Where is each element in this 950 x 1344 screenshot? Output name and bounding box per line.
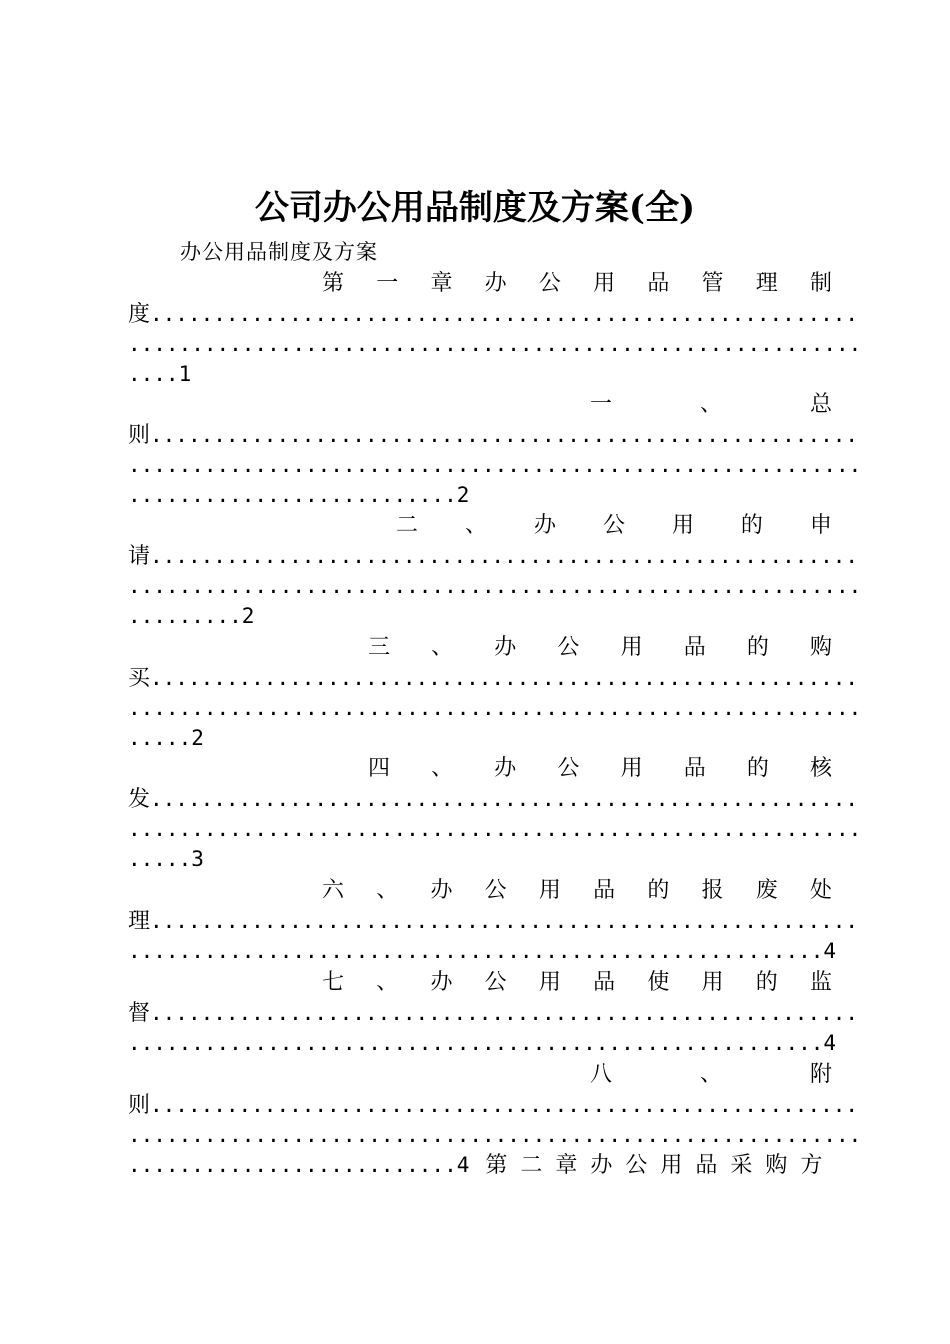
toc-heading-char: 申: [809, 513, 832, 538]
toc-heading-line: [396, 511, 832, 541]
toc-heading-char: 的: [755, 970, 778, 995]
toc-heading-char: 核: [809, 756, 832, 781]
toc-heading-char: 一: [376, 271, 399, 296]
toc-tail-char: 买: [128, 666, 151, 691]
toc-heading-char: 办: [494, 756, 517, 781]
toc-leader-line: ..........................................................: [128, 817, 862, 841]
toc-tail-char: 度: [128, 302, 151, 327]
toc-heading-char: 办: [494, 635, 517, 660]
toc-heading-char: 办: [430, 878, 453, 903]
toc-heading-char: 、: [376, 970, 399, 995]
toc-leader-line: 发........................................................: [128, 787, 859, 812]
toc-heading-char: 使: [647, 970, 670, 995]
toc-tail-char: 则: [128, 423, 151, 448]
toc-tail-char: 理: [128, 909, 151, 934]
toc-heading-char: 四: [368, 756, 391, 781]
toc-heading-char: 、: [376, 878, 399, 903]
toc-heading-char: 公: [602, 513, 625, 538]
toc-heading-char: 三: [368, 635, 391, 660]
toc-leader-line: ..........................................................: [128, 453, 862, 477]
toc-heading-line: [322, 968, 832, 998]
toc-heading-char: 、: [431, 756, 454, 781]
toc-leader-line: ..........................................................: [128, 696, 862, 720]
toc-heading-char: 办: [533, 513, 556, 538]
toc-page-number: 3: [191, 847, 204, 871]
trailing-text: 第二章办公用品采购方: [485, 1153, 836, 1178]
toc-page-number: 1: [178, 362, 192, 386]
toc-tail-char: 请: [128, 544, 151, 569]
toc-page-number: 2: [241, 604, 255, 628]
toc-heading-char: 用: [593, 271, 616, 296]
toc-heading-char: 第: [322, 271, 345, 296]
toc-heading-char: 公: [557, 635, 580, 660]
toc-heading-line: [322, 876, 832, 906]
toc-heading-char: 、: [699, 1062, 722, 1087]
toc-page-number: 2: [191, 726, 204, 750]
toc-page-number: 4: [823, 1031, 837, 1055]
document-subtitle: 办公用品制度及方案: [180, 240, 378, 264]
toc-heading-char: 公: [538, 271, 561, 296]
toc-heading-line: [368, 633, 832, 663]
toc-heading-char: 用: [538, 970, 561, 995]
toc-leader-line: 则........................................................: [128, 1093, 859, 1118]
toc-heading-char: 处: [809, 878, 832, 903]
toc-heading-char: 用: [701, 970, 724, 995]
toc-leader-line: 买........................................................: [128, 666, 859, 691]
toc-leader-line: 度........................................................: [128, 302, 859, 327]
toc-heading-char: 总: [809, 392, 832, 417]
toc-heading-char: 七: [322, 970, 345, 995]
toc-leader-line: 则........................................................: [128, 423, 859, 448]
toc-leader-line: .........2: [128, 604, 255, 628]
toc-heading-char: 二: [396, 513, 419, 538]
toc-heading-line: [590, 390, 832, 420]
toc-heading-char: 的: [746, 756, 769, 781]
toc-heading-char: 附: [809, 1062, 832, 1087]
toc-heading-char: 理: [755, 271, 778, 296]
toc-leader-line: 督........................................................: [128, 1001, 859, 1026]
toc-leader-line: 请........................................................: [128, 544, 859, 569]
toc-heading-char: 、: [464, 513, 487, 538]
toc-leader-line: .....2: [128, 726, 204, 750]
toc-leader-line: ..........................4 第二章办公用品采购方: [128, 1153, 836, 1178]
toc-heading-char: 用: [620, 635, 643, 660]
toc-heading-char: 用: [620, 756, 643, 781]
toc-heading-char: 管: [701, 271, 724, 296]
toc-heading-char: 办: [430, 970, 453, 995]
toc-heading-char: 品: [683, 635, 706, 660]
toc-heading-char: 、: [699, 392, 722, 417]
toc-heading-char: 公: [557, 756, 580, 781]
toc-heading-line: [590, 1060, 832, 1090]
toc-heading-char: 的: [746, 635, 769, 660]
toc-page-number: 4: [456, 1153, 470, 1177]
toc-tail-char: 发: [128, 787, 151, 812]
toc-heading-char: 的: [647, 878, 670, 903]
toc-heading-char: 公: [484, 970, 507, 995]
toc-heading-char: 监: [809, 970, 832, 995]
toc-leader-line: ..........................2: [128, 483, 470, 507]
toc-leader-line: .......................................................4: [128, 1031, 837, 1055]
document-title: 公司办公用品制度及方案(全): [254, 188, 696, 228]
toc-leader-line: 理........................................................: [128, 909, 859, 934]
toc-heading-char: 品: [683, 756, 706, 781]
toc-tail-char: 督: [128, 1001, 151, 1026]
toc-leader-line: ....1: [128, 362, 192, 386]
toc-heading-char: 用: [671, 513, 694, 538]
toc-leader-line: ..........................................................: [128, 1123, 862, 1147]
toc-heading-char: 八: [590, 1062, 613, 1087]
toc-heading-char: 购: [809, 635, 832, 660]
toc-heading-char: 品: [593, 878, 616, 903]
toc-heading-char: 的: [740, 513, 763, 538]
toc-leader-line: ..........................................................: [128, 574, 862, 598]
toc-page-number: 4: [823, 939, 837, 963]
toc-heading-char: 一: [590, 392, 613, 417]
toc-heading-char: 办: [484, 271, 507, 296]
toc-leader-line: .......................................................4: [128, 939, 837, 963]
toc-heading-char: 公: [484, 878, 507, 903]
toc-tail-char: 则: [128, 1093, 151, 1118]
toc-heading-char: 章: [430, 271, 453, 296]
toc-heading-char: 品: [593, 970, 616, 995]
toc-heading-char: 、: [431, 635, 454, 660]
toc-heading-char: 品: [647, 271, 670, 296]
toc-heading-line: [368, 754, 832, 784]
toc-heading-char: 报: [701, 878, 724, 903]
toc-leader-line: ..........................................................: [128, 332, 862, 356]
toc-heading-char: 制: [809, 271, 832, 296]
toc-heading-char: 六: [322, 878, 345, 903]
toc-leader-line: .....3: [128, 847, 204, 871]
toc-heading-char: 废: [755, 878, 778, 903]
toc-heading-char: 用: [538, 878, 561, 903]
toc-heading-line: [322, 269, 832, 299]
toc-page-number: 2: [456, 483, 470, 507]
